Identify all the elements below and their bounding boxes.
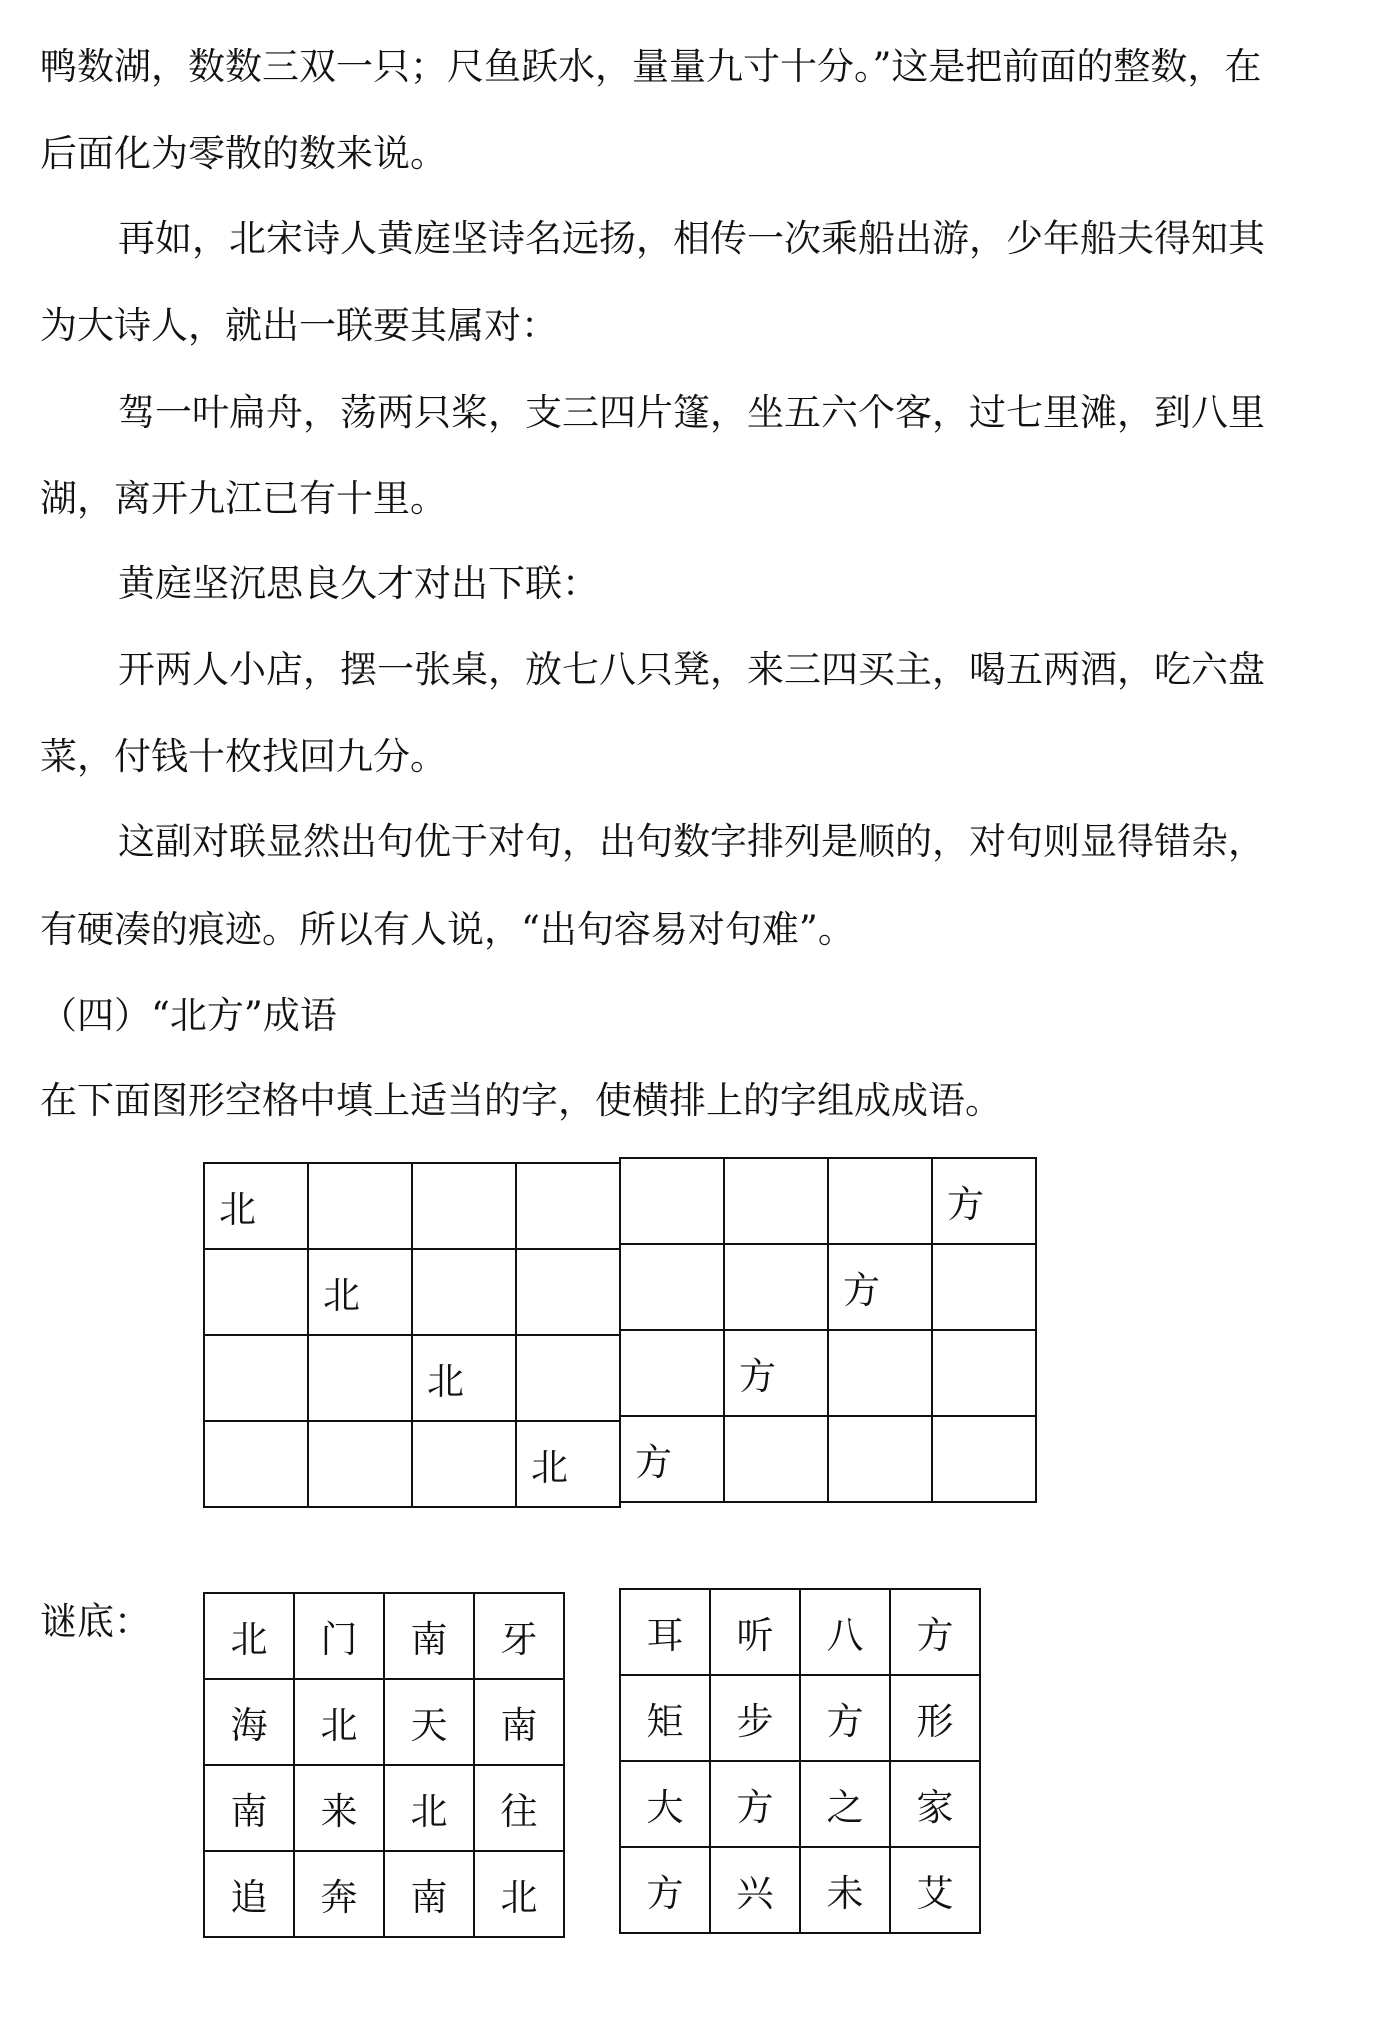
grid-cell <box>828 1330 932 1416</box>
grid-cell: 八 <box>800 1589 890 1675</box>
grid-cell: 北 <box>204 1163 308 1249</box>
answer-label: 谜底： <box>40 1600 151 1643</box>
grid-cell <box>516 1163 620 1249</box>
grid-cell: 来 <box>294 1765 384 1851</box>
grid-cell: 海 <box>204 1679 294 1765</box>
grid-cell: 矩 <box>620 1675 710 1761</box>
puzzle-grid-north <box>203 1162 621 1508</box>
grid-cell <box>724 1244 828 1330</box>
grid-cell <box>308 1163 412 1249</box>
grid-cell: 往 <box>474 1765 564 1851</box>
grid-cell: 听 <box>710 1589 800 1675</box>
grid-cell: 兴 <box>710 1847 800 1933</box>
grid-cell: 之 <box>800 1761 890 1847</box>
text-line-6: 湖，离开九江已有十里。 <box>40 477 447 520</box>
text-line-11: 有硬凑的痕迹。所以有人说，“出句容易对句难”。 <box>40 908 855 951</box>
grid-cell: 门 <box>294 1593 384 1679</box>
text-line-7: 黄庭坚沉思良久才对出下联： <box>118 562 599 605</box>
grid-cell <box>932 1416 1036 1502</box>
text-line-8: 开两人小店，摆一张桌，放七八只凳，来三四买主，喝五两酒，吃六盘 <box>118 648 1265 691</box>
grid-cell: 北 <box>384 1765 474 1851</box>
grid-cell <box>620 1158 724 1244</box>
grid-cell: 方 <box>828 1244 932 1330</box>
grid-cell: 方 <box>890 1589 980 1675</box>
grid-cell <box>724 1416 828 1502</box>
grid-cell <box>620 1330 724 1416</box>
grid-cell: 大 <box>620 1761 710 1847</box>
grid-cell: 方 <box>932 1158 1036 1244</box>
text-line-1: 鸭数湖，数数三双一只；尺鱼跃水，量量九寸十分。”这是把前面的整数，在 <box>40 45 1262 88</box>
grid-cell <box>932 1330 1036 1416</box>
answer-grid-north <box>203 1592 565 1938</box>
grid-cell <box>724 1158 828 1244</box>
text-line-9: 菜，付钱十枚找回九分。 <box>40 735 447 778</box>
grid-cell: 北 <box>474 1851 564 1937</box>
text-line-5: 驾一叶扁舟，荡两只桨，支三四片篷，坐五六个客，过七里滩，到八里 <box>118 391 1265 434</box>
grid-cell: 天 <box>384 1679 474 1765</box>
grid-cell <box>620 1244 724 1330</box>
grid-cell: 南 <box>474 1679 564 1765</box>
text-line-10: 这副对联显然出句优于对句，出句数字排列是顺的，对句则显得错杂， <box>118 820 1265 863</box>
grid-cell: 北 <box>294 1679 384 1765</box>
grid-cell: 北 <box>412 1335 516 1421</box>
grid-cell: 牙 <box>474 1593 564 1679</box>
text-line-4: 为大诗人，就出一联要其属对： <box>40 304 558 347</box>
grid-cell <box>412 1421 516 1507</box>
grid-cell: 未 <box>800 1847 890 1933</box>
grid-cell <box>932 1244 1036 1330</box>
grid-cell: 方 <box>710 1761 800 1847</box>
grid-cell: 北 <box>308 1249 412 1335</box>
grid-cell: 北 <box>204 1593 294 1679</box>
puzzle-grid-fang <box>619 1157 1037 1503</box>
grid-cell <box>828 1158 932 1244</box>
grid-cell <box>412 1249 516 1335</box>
grid-cell: 方 <box>800 1675 890 1761</box>
grid-cell <box>412 1163 516 1249</box>
answer-grid-fang <box>619 1588 981 1934</box>
grid-cell <box>204 1335 308 1421</box>
grid-cell <box>308 1421 412 1507</box>
grid-cell: 艾 <box>890 1847 980 1933</box>
section-heading: （四）“北方”成语 <box>40 994 337 1037</box>
grid-cell <box>308 1335 412 1421</box>
grid-cell <box>204 1421 308 1507</box>
grid-cell: 追 <box>204 1851 294 1937</box>
grid-cell: 形 <box>890 1675 980 1761</box>
grid-cell: 步 <box>710 1675 800 1761</box>
grid-cell: 方 <box>724 1330 828 1416</box>
grid-cell: 耳 <box>620 1589 710 1675</box>
grid-cell: 家 <box>890 1761 980 1847</box>
text-line-3: 再如，北宋诗人黄庭坚诗名远扬，相传一次乘船出游，少年船夫得知其 <box>118 217 1265 260</box>
grid-cell: 北 <box>516 1421 620 1507</box>
instruction-text: 在下面图形空格中填上适当的字，使横排上的字组成成语。 <box>40 1079 1002 1122</box>
grid-cell: 南 <box>204 1765 294 1851</box>
grid-cell <box>516 1249 620 1335</box>
grid-cell: 奔 <box>294 1851 384 1937</box>
grid-cell <box>516 1335 620 1421</box>
grid-cell <box>828 1416 932 1502</box>
grid-cell: 南 <box>384 1593 474 1679</box>
grid-cell: 南 <box>384 1851 474 1937</box>
grid-cell: 方 <box>620 1847 710 1933</box>
grid-cell: 方 <box>620 1416 724 1502</box>
text-line-2: 后面化为零散的数来说。 <box>40 132 447 175</box>
grid-cell <box>204 1249 308 1335</box>
